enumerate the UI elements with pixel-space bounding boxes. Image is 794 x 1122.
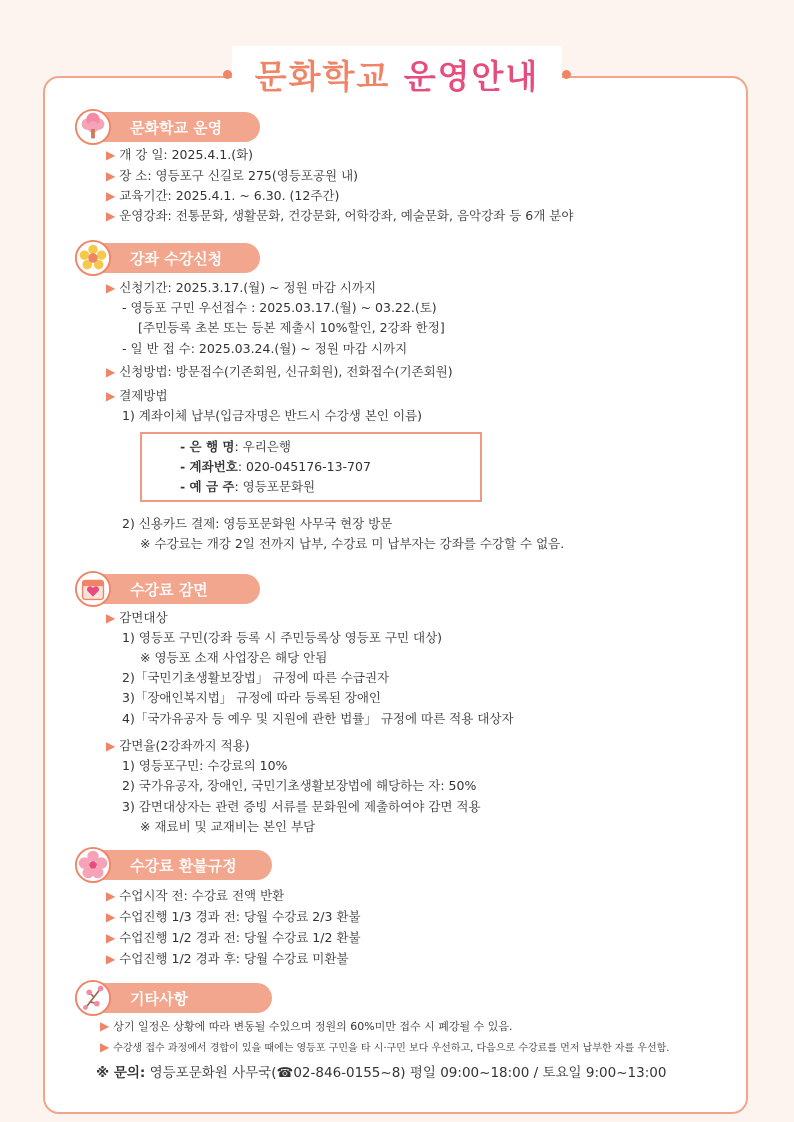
tree-icon	[74, 108, 112, 146]
list-item: ▶ 수업진행 1/2 경과 전: 당월 수강료 1/2 환불	[106, 930, 361, 945]
list-item: ▶ 신청방법: 방문접수(기존회원, 신규회원), 전화접수(기존회원)	[106, 364, 453, 379]
arrow-icon: ▶	[106, 739, 116, 753]
contact-info: ※ 문의: 영등포문화원 사무국(☎02-846-0155~8) 평일 09:00~18:00 / 토요일 9:00~13:00	[96, 1065, 667, 1081]
sub-item-note: ※ 재료비 및 교재비는 본인 부담	[140, 819, 316, 834]
list-item: ▶ 수업시작 전: 수강료 전액 반환	[106, 888, 285, 903]
list-item: ▶ 결제방법	[106, 388, 168, 403]
list-item: ▶ 상기 일정은 상황에 따라 변동될 수있으며 정원의 60%미만 접수 시 폐강될 수 있음.	[100, 1019, 513, 1033]
list-item: ▶ 감면율(2강좌까지 적용)	[106, 738, 250, 753]
section-header-discount	[76, 574, 260, 604]
sub-item: 3) 감면대상자는 관련 증빙 서류를 문화원에 제출하여야 감면 적용	[122, 799, 481, 814]
section-title: 문화학교 운영	[130, 119, 223, 137]
sub-item: 2)「국민기초생활보장법」 규정에 따른 수급권자	[122, 670, 390, 685]
section-title: 수강료 환불규정	[130, 857, 237, 875]
sub-item-note: [주민등록 초본 또는 등본 제출시 10%할인, 2강좌 한정]	[138, 320, 445, 335]
sub-item: 1) 영등포구민: 수강료의 10%	[122, 758, 288, 773]
section-header-refund	[76, 850, 272, 880]
list-item: ▶ 감면대상	[106, 610, 168, 625]
sub-item: - 영등포 구민 우선접수 : 2025.03.17.(월) ~ 03.22.(토)	[122, 300, 437, 315]
arrow-icon: ▶	[106, 189, 116, 203]
flower-icon	[74, 239, 112, 277]
arrow-icon: ▶	[106, 365, 116, 379]
arrow-icon: ▶	[106, 931, 116, 945]
section-title: 기타사항	[130, 990, 188, 1008]
list-item: ▶ 수업진행 1/2 경과 후: 당월 수강료 미환불	[106, 951, 349, 966]
arrow-icon: ▶	[100, 1040, 110, 1054]
sub-item: 1) 계좌이체 납부(입금자명은 반드시 수강생 본인 이름)	[122, 408, 422, 423]
list-item: ▶ 교육기간: 2025.4.1. ~ 6.30. (12주간)	[106, 188, 340, 203]
arrow-icon: ▶	[106, 281, 116, 295]
arrow-icon: ▶	[106, 389, 116, 403]
arrow-icon: ▶	[106, 611, 116, 625]
list-item: ▶ 장 소: 영등포구 신길로 275(영등포공원 내)	[106, 168, 359, 183]
list-item: ▶ 개 강 일: 2025.4.1.(화)	[106, 147, 254, 162]
blossom-icon	[74, 846, 112, 884]
list-item: ▶ 수업진행 1/3 경과 전: 당월 수강료 2/3 환불	[106, 909, 361, 924]
arrow-icon: ▶	[106, 889, 116, 903]
sub-item: 2) 국가유공자, 장애인, 국민기초생활보장법에 해당하는 자: 50%	[122, 778, 477, 793]
list-item: ▶ 신청기간: 2025.3.17.(월) ~ 정원 마감 시까지	[106, 280, 377, 295]
page-title: 문화학교 운영안내	[237, 51, 558, 98]
arrow-icon: ▶	[106, 209, 116, 223]
sub-item: 3)「장애인복지법」 규정에 따라 등록된 장애인	[122, 690, 381, 705]
sub-item-note: ※ 영등포 소재 사업장은 해당 안됨	[140, 650, 328, 665]
list-item: ▶ 수강생 접수 과정에서 경합이 있을 때에는 영등포 구민을 타 시·구민 보다 우선하고, 다음으로 수강료를 먼저 납부한 자를 우선함.	[100, 1040, 670, 1054]
sub-item: 2) 신용카드 결제: 영등포문화원 사무국 현장 방문	[122, 516, 393, 531]
arrow-icon: ▶	[100, 1019, 110, 1033]
branch-icon	[74, 979, 112, 1017]
section-title: 수강료 감면	[130, 581, 208, 599]
bank-row: - 계좌번호: 020-045176-13-707	[180, 459, 371, 474]
calendar-heart-icon	[74, 570, 112, 608]
section-header-registration	[76, 243, 260, 273]
sub-item: - 일 반 접 수: 2025.03.24.(월) ~ 정원 마감 시까지	[122, 341, 408, 356]
sub-item-note: ※ 수강료는 개강 2일 전까지 납부, 수강료 미 납부자는 강좌를 수강할 수 없음.	[140, 536, 565, 551]
section-header-etc	[76, 983, 272, 1013]
section-title: 강좌 수강신청	[130, 250, 223, 268]
bank-row: - 예 금 주: 영등포문화원	[180, 479, 316, 494]
arrow-icon: ▶	[106, 148, 116, 162]
section-header-operation	[76, 112, 260, 142]
arrow-icon: ▶	[106, 910, 116, 924]
arrow-icon: ▶	[106, 169, 116, 183]
list-item: ▶ 운영강좌: 전통문화, 생활문화, 건강문화, 어학강좌, 예술문화, 음악강좌 등 6개 분야	[106, 208, 574, 223]
bank-row: - 은 행 명: 우리은행	[180, 439, 291, 454]
sub-item: 4)「국가유공자 등 예우 및 지원에 관한 법률」 규정에 따른 적용 대상자	[122, 711, 514, 726]
title-wrap	[0, 44, 794, 104]
arrow-icon: ▶	[106, 952, 116, 966]
sub-item: 1) 영등포 구민(강좌 등록 시 주민등록상 영등포 구민 대상)	[122, 630, 443, 645]
